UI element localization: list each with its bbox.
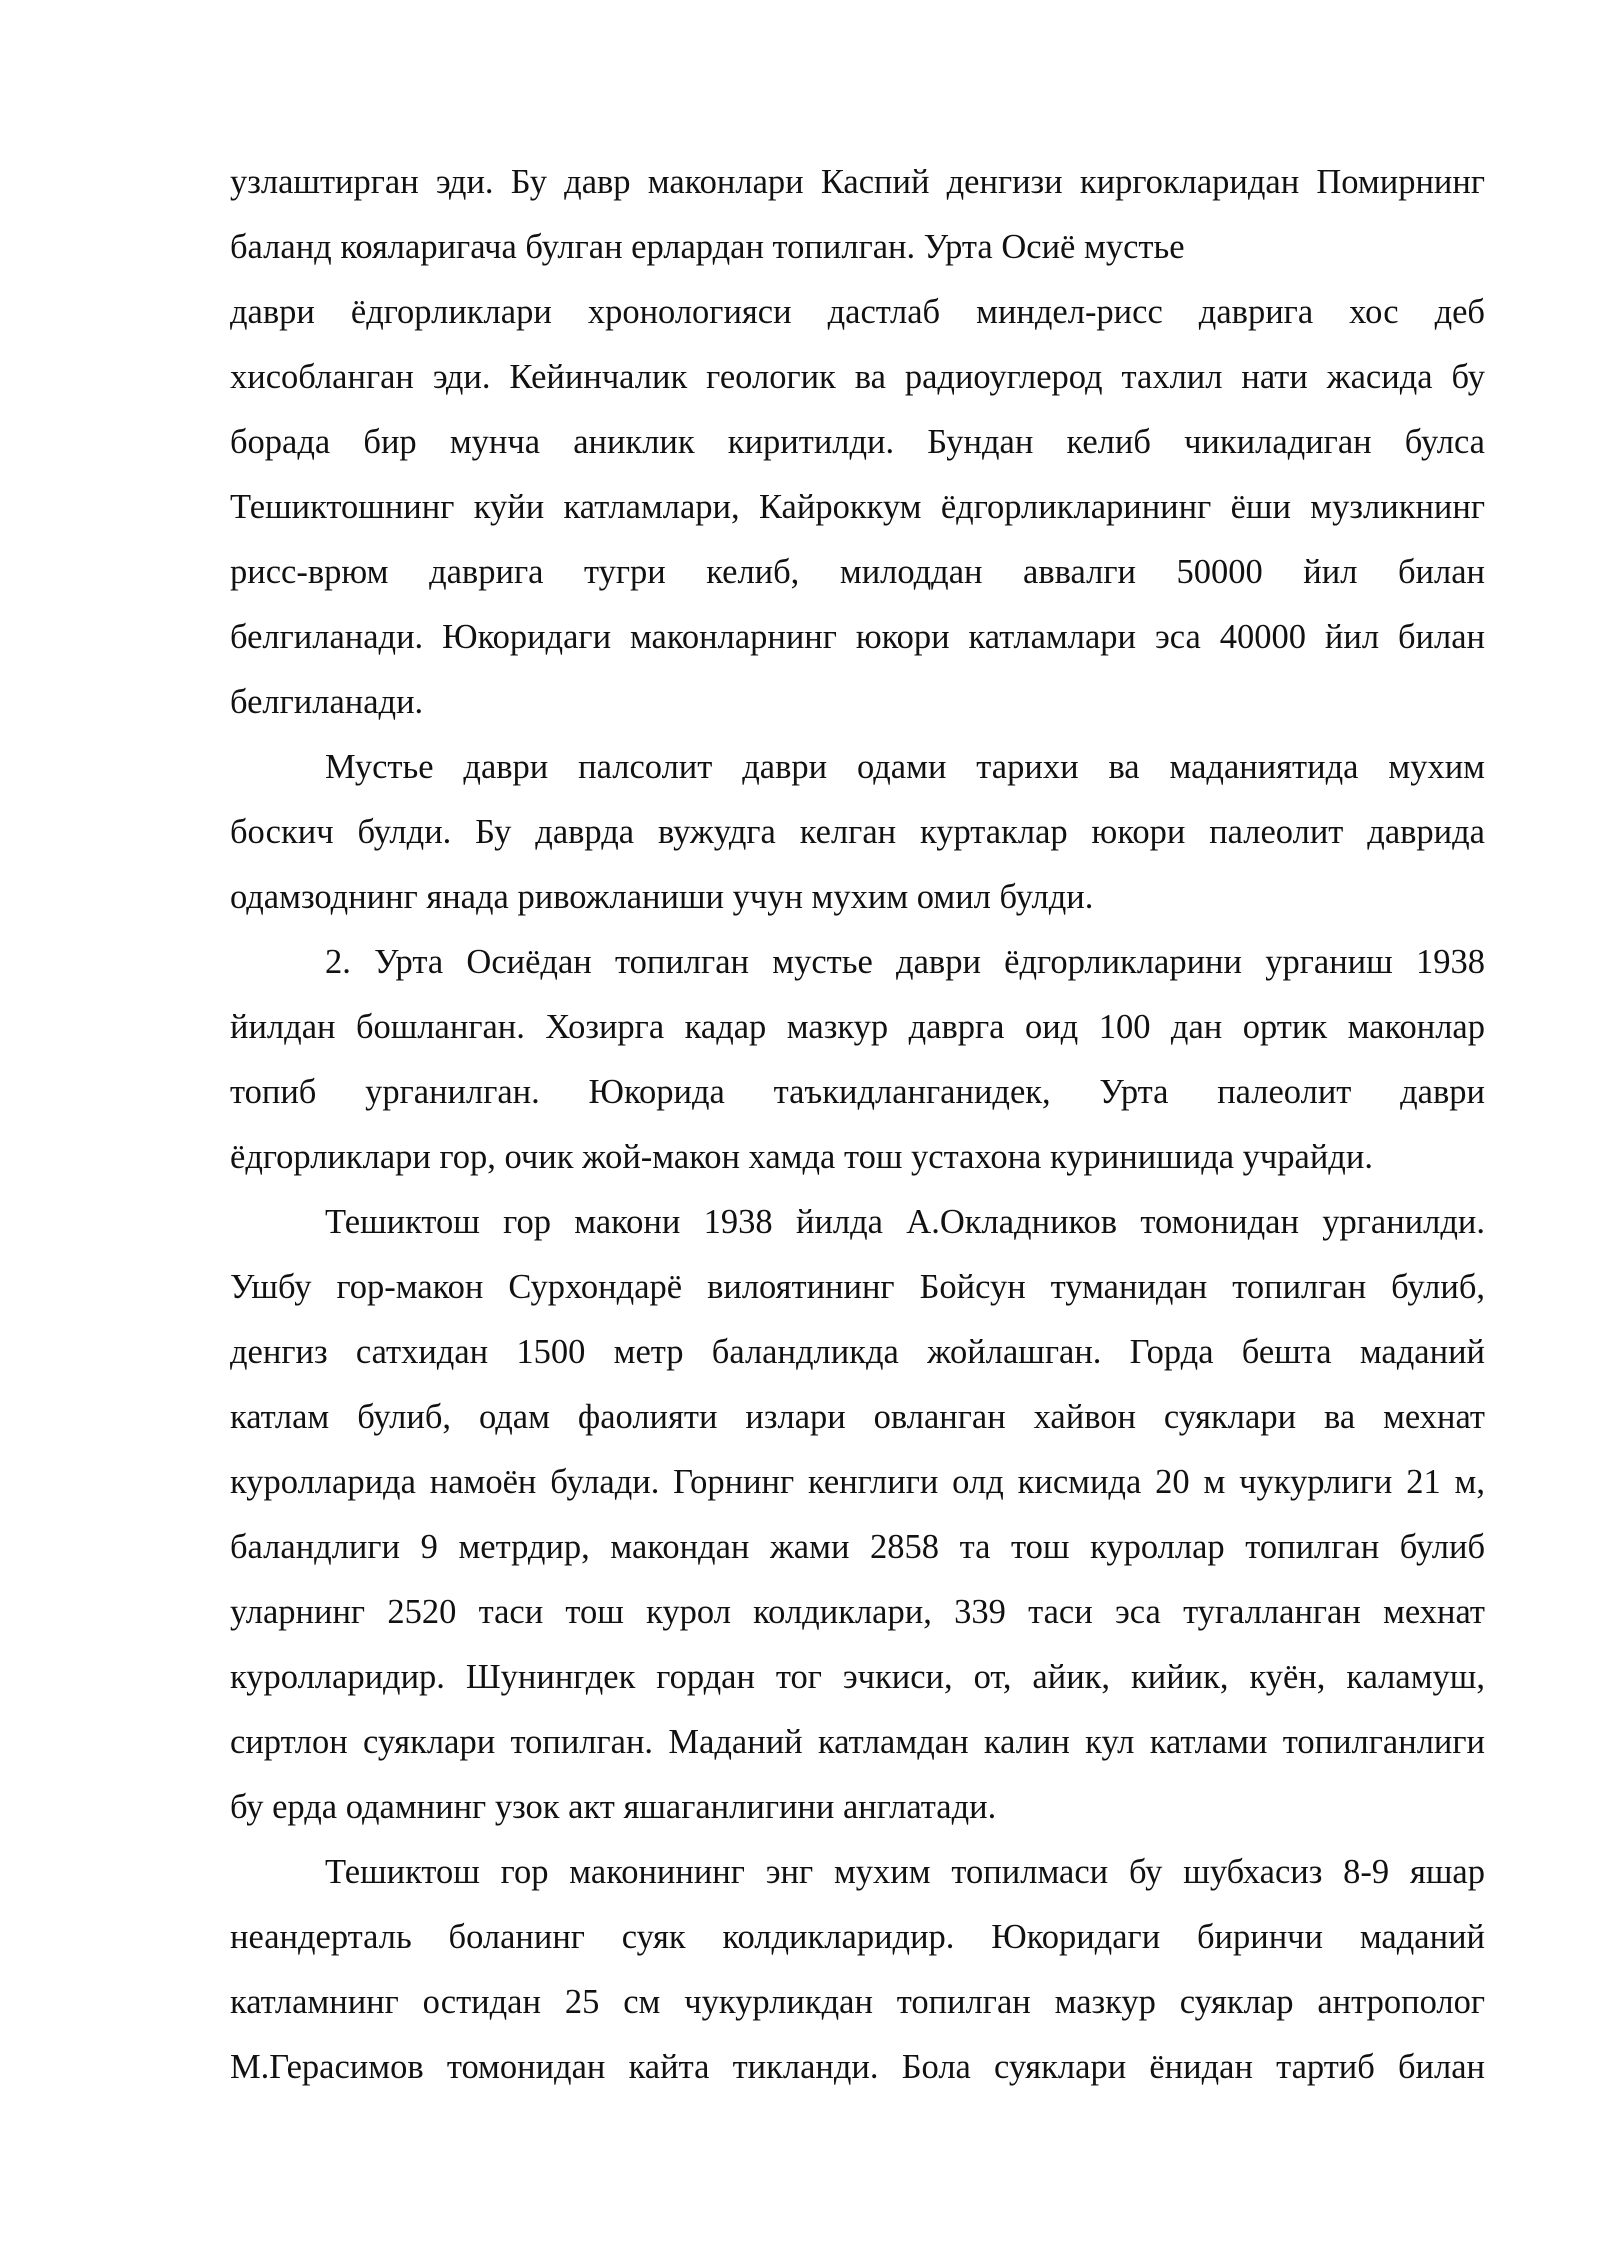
text-line: топиб урганилган. Юкорида таъкидланганидек, Урта палеолит даври xyxy=(230,1073,1485,1111)
text-line: белгиланади. Юкоридаги маконларнинг юкори катламлари эса 40000 йил билан xyxy=(230,618,1485,656)
text-line: боскич булди. Бу даврда вужудга келган куртаклар юкори палеолит даврида xyxy=(230,813,1485,851)
paragraph-first-line: Тешиктош гор маконининг энг мухим топилмаси бу шубхасиз 8-9 яшар xyxy=(325,1853,1485,1891)
text-line: рисс-врюм даврига тугри келиб, милоддан аввалги 50000 йил билан xyxy=(230,553,1485,591)
text-line: денгиз сатхидан 1500 метр баландликда жойлашган. Горда бешта маданий xyxy=(230,1333,1485,1371)
text-line: Тешиктошнинг куйи катламлари, Кайроккум ёдгорликларининг ёши музликнинг xyxy=(230,488,1485,526)
text-line: сиртлон суяклари топилган. Маданий катламдан калин кул катлами топилганлиги xyxy=(230,1723,1485,1761)
text-line: Ушбу гор-макон Сурхондарё вилоятининг Бойсун туманидан топилган булиб, xyxy=(230,1268,1485,1306)
text-line: куролларидир. Шунингдек гордан тог эчкиси, от, айик, кийик, куён, каламуш, xyxy=(230,1658,1485,1696)
text-line: уларнинг 2520 таси тош курол колдиклари, 339 таси эса тугалланган мехнат xyxy=(230,1593,1485,1631)
text-line: йилдан бошланган. Хозирга кадар мазкур даврга оид 100 дан ортик маконлар xyxy=(230,1008,1485,1046)
text-line: одамзоднинг янада ривожланиши учун мухим омил булди. xyxy=(230,878,1094,916)
text-line: баланд кояларигача булган ерлардан топилган. Урта Осиё мустье xyxy=(230,228,1185,266)
text-line: куролларида намоён булади. Горнинг кенглиги олд кисмида 20 м чукурлиги 21 м, xyxy=(230,1463,1485,1501)
text-line: хисобланган эди. Кейинчалик геологик ва радиоуглерод тахлил нати жасида бу xyxy=(230,358,1485,396)
text-line: М.Герасимов томонидан кайта тикланди. Бола суяклари ёнидан тартиб билан xyxy=(230,2048,1485,2086)
text-line: баландлиги 9 метрдир, макондан жами 2858 та тош куроллар топилган булиб xyxy=(230,1528,1485,1566)
paragraph-first-line: Тешиктош гор макони 1938 йилда А.Окладников томонидан урганилди. xyxy=(325,1203,1485,1241)
text-line: борада бир мунча аниклик киритилди. Бундан келиб чикиладиган булса xyxy=(230,423,1485,461)
text-line: ёдгорликлари гор, очик жой-макон хамда тош устахона куринишида учрайди. xyxy=(230,1138,1373,1176)
paragraph-first-line: 2. Урта Осиёдан топилган мустье даври ёдгорликларини урганиш 1938 xyxy=(325,943,1485,981)
text-line: неандерталь боланинг суяк колдикларидир. Юкоридаги биринчи маданий xyxy=(230,1918,1485,1956)
text-line: катламнинг остидан 25 см чукурликдан топилган мазкур суяклар антрополог xyxy=(230,1983,1485,2021)
text-line: даври ёдгорликлари хронологияси дастлаб миндел-рисс даврига хос деб xyxy=(230,293,1485,331)
text-line: белгиланади. xyxy=(230,683,424,721)
document-body xyxy=(230,150,1485,2100)
text-line: катлам булиб, одам фаолияти излари овланган хайвон суяклари ва мехнат xyxy=(230,1398,1485,1436)
text-line: узлаштирган эди. Бу давр маконлари Каспий денгизи киргокларидан Помирнинг xyxy=(230,163,1485,201)
text-line: бу ерда одамнинг узок акт яшаганлигини англатади. xyxy=(230,1788,997,1826)
paragraph-first-line: Мустье даври палсолит даври одами тарихи ва маданиятида мухим xyxy=(325,748,1485,786)
